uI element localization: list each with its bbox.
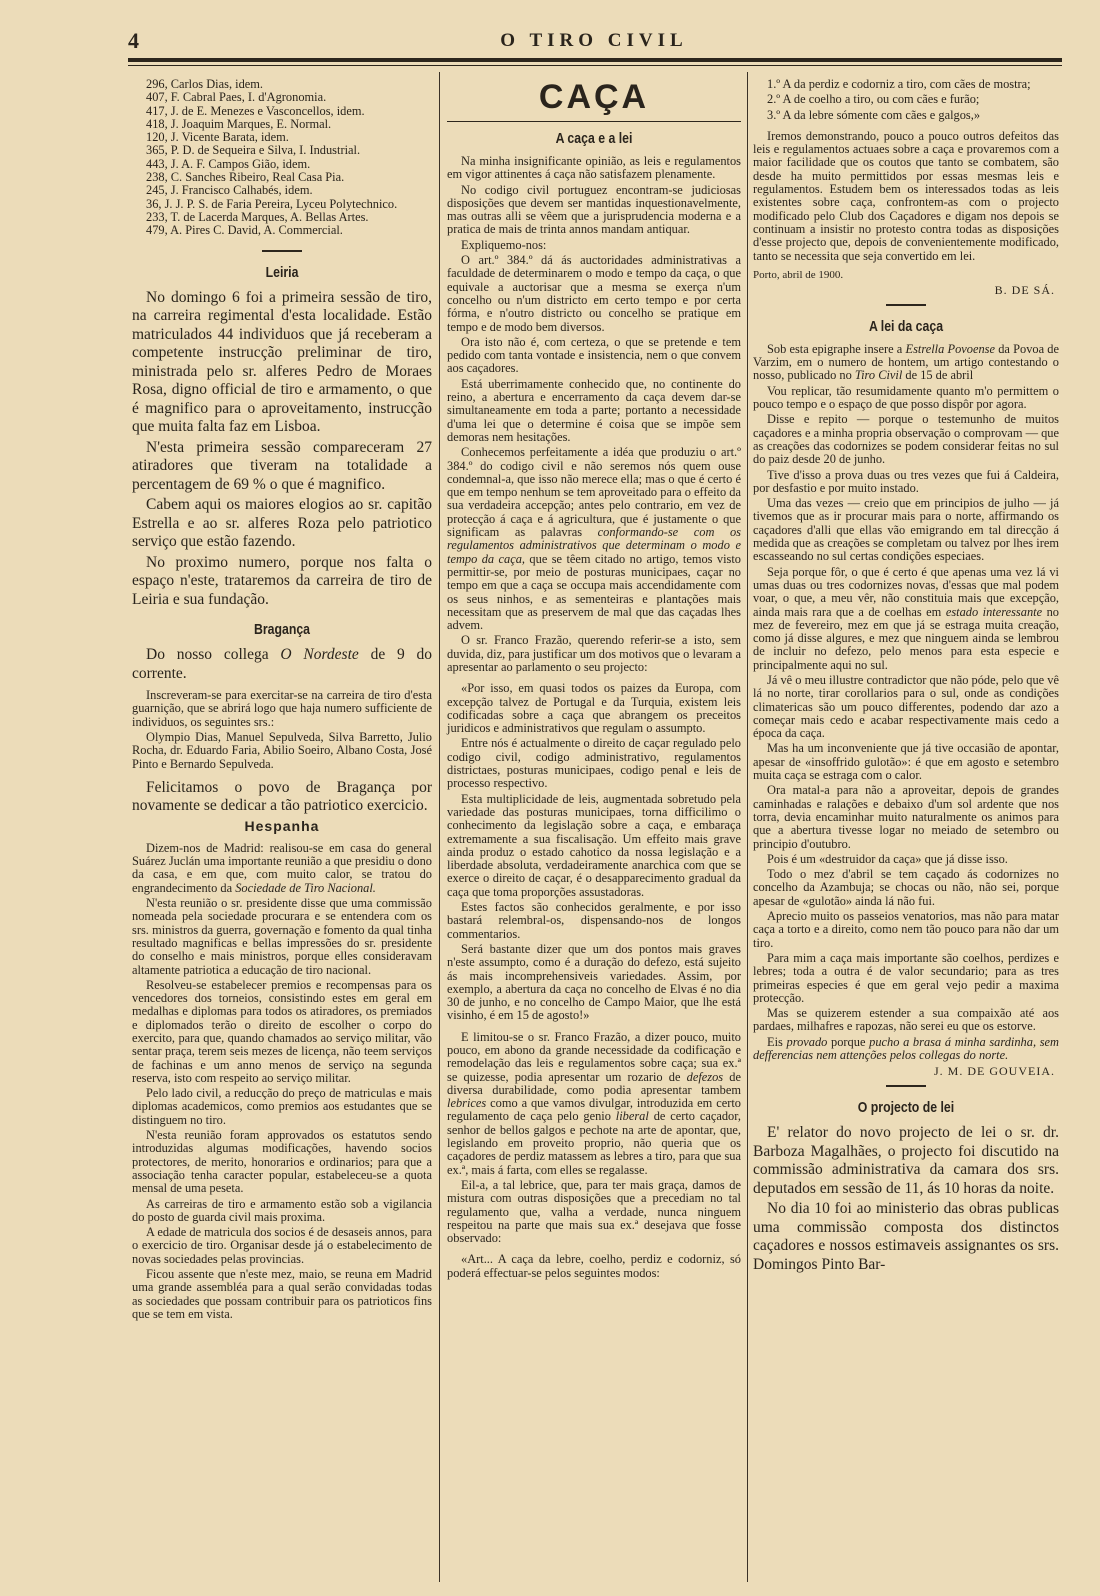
list-item: 296, Carlos Dias, idem. [146,77,264,91]
list-item: 238, C. Sanches Ribeiro, Real Casa Pia. [146,170,345,185]
text: Do nosso collega [146,646,269,664]
paragraph: No dia 10 foi ao ministerio das obras publicas uma commissão composta dos distinctos caçadores e nossos estimaveis assignantes os srs. Domingos Pinto Bar- [753,1200,1059,1273]
article-title: CAÇA [538,78,650,116]
paragraph: Entre nós é actualmente o direito de caçar regulado pelo codigo civil, codigo administrativo, regulamentos districtaes, posturas municipaes, codigo penal e leis de processo respectivo. [447,736,741,791]
running-title: O TIRO CIVIL [500,30,688,51]
paragraph: Vou replicar, tão resumidamente quanto m'o permittem o pouco tempo e o espaço de que posso dispôr por agora. [753,383,1059,412]
list-item: 365, P. D. de Sequeira e Silva, I. Industrial. [146,143,361,158]
paragraph: Iremos demonstrando, pouco a pouco outros defeitos das leis e regulamentos actuaes sobre a caça e provaremos com a maior facilidade que os coutos que tanto se combatem, são desde ha muito permittidos por essas mesmas leis e regulamentos. Estudem bem os interessados todas as leis existentes sobre caça, confrontem-as com o projecto modificado pelo Club dos Caçadores e digam nos depois se continuam a insistir no protesto contra todas as disposições d'esse projecto que, depois de convenientemente modificado, tanto se necessita que seja convertido em lei. [753,128,1059,263]
paragraph: O art.º 384.º dá ás auctoridades administrativas a faculdade de determinarem o modo e tempo da caça, o que equivale a auctorisar que a mesma se exerça n'um concelho ou n'um districto em certo tempo e por certa fórma, e n'outro districto ou concelho se pratique em tempo e de modo bem diversos. [447,253,741,334]
paragraph: Tive d'isso a prova duas ou tres vezes que fui á Caldeira, por desfastio e por muito instado. [753,467,1059,495]
paragraph: Ora matal-a para não a aproveitar, depois de grandes caminhadas e ralações e debaixo d'um sol ardente que nos torra, devia encaminhar muito naturalmente os animos para que a abertura tivesse logar no meiado de setembro ou principio d'outubro. [753,783,1059,851]
text: porque [831,1034,866,1049]
text: da Povoa de Varzim, em o numero de hontem, um artigo contestando o nosso, publicado no [753,341,1059,383]
emphasis: liberal [615,1109,649,1124]
section-rule [886,304,926,306]
paragraph: A edade de matricula dos socios é de desaseis annos, para o exercicio de tiro. Organisar desde já o estabelecimento de novas sociedades pelas provincias. [132,1225,432,1266]
paragraph: N'esta reunião foram approvados os estatutos sendo introduzidas algumas modificações, havendo socios protectores, de merito, honorarios e ordinarios; para que a associação tenha caracter popular, estabeleceu-se a quota mensal de uma peseta. [132,1128,432,1196]
paragraph: Mas se quizerem estender a sua compaixão até aos pardaes, milhafres e rapozas, não serei eu que os estorve. [753,1006,1059,1034]
section-heading-projecto: O projecto de lei [857,1099,955,1117]
dateline: Porto, abril de 1900. [753,268,844,281]
paragraph: As carreiras de tiro e armamento estão sob a vigilancia do posto de guarda civil mais proxima. [132,1196,432,1224]
paragraph: No codigo civil portuguez encontram-se judiciosas disposições que devem ser mantidas inquestionavelmente, mas outras alli se vêem que a jurisprudencia moderna e a pratica de mais de trinta annos mandam antiquar. [447,182,741,237]
newspaper-name: Tiro Civil [854,368,903,383]
paragraph: Já vê o meu illustre contradictor que não póde, pelo que vê lá no norte, tirar corollarios para o sul, onde as condições climatericas são um pouco differentes, podendo dar azo a começar mais cedo e acabar respectivamente mais cedo a época da caça. [753,672,1059,741]
text: de diversa durabilidade, como podia apresentar tambem [447,1069,741,1097]
paragraph: Para mim a caça mais importante são coelhos, perdizes e lebres; toda a outra é de valor secundario; para as tres primeiras especies é que em geral vejo pedir a maxima protecção. [753,950,1059,1005]
paragraph: Disse e repito — porque o testemunho de muitos caçadores e a minha propria observação o comprovam — que as creações das codornizes se podem considerar feitas no sul do paiz desde 20 de junho. [753,412,1059,467]
name-list [132,78,432,238]
page-number: 4 [128,28,139,53]
list-item: 36, J. J. P. S. de Faria Pereira, Lyceu Polytechnico. [146,196,398,211]
list-item: 120, J. Vicente Barata, idem. [146,130,289,145]
paragraph: N'esta primeira sessão compareceram 27 atiradores que tiveram na totalidade a percentagem de 69 % o que é magnifico. [132,438,432,493]
paragraph: N'esta reunião o sr. presidente disse que uma commissão nomeada pela sociedade procurara e se entendera com os srs. ministros da guerra, governação e fomento da qual tinha resultado magnificas e bellas impressões do sr. presidente do conselho e mais ministros, porque elles consideravam altamente patriotica a educação de tiro nacional. [132,896,432,977]
paragraph [132,646,432,683]
paragraph: Pois é um «destruidor da caça» que já disse isso. [767,851,1008,866]
column-divider [439,72,440,1582]
paragraph [753,343,1059,383]
paragraph [447,1031,741,1177]
paragraph: Olympio Dias, Manuel Sepulveda, Silva Barretto, Julio Rocha, dr. Eduardo Faria, Abilio Soeiro, Albano Costa, José Pinto e Bernardo Sepulveda. [132,729,432,771]
newspaper-name: O Nordeste [280,646,359,664]
text: de certo caçador, senhor de bellos galgos e pechote na arte de apontar, que, legislando em proveito proprio, não queria que os caçadores de perdiz matassem as lebres a tiro, para que sua ex.ª, mais á farta, com elles se regalasse. [447,1109,741,1177]
paragraph: Resolveu-se estabelecer premios e recompensas para os vencedores dos torneios, consistindo estes em geral em medalhas e diplomas para todos os atiradores, os premiados e diplomados terão o direito de escolher o corpo do exercito, para que, quando chamados ao serviço militar, vão sentar praça, terem seis mezes de licença, não teem serviços de fachinas e um anno menos de serviço na segunda reserva, isto com respeito ao serviço militar. [132,977,432,1085]
paragraph: Estes factos são conhecidos geralmente, e por isso bastará relembral-os, dispensando-nos de longos commentarios. [447,900,741,941]
paragraph: Uma das vezes — creio que em principios de julho — já tivemos que as ir procurar mais para o norte, affirmando os caçadores d'alli que ellas vão emigrando em tal direcção á medida que as creações se completam ou talvez por lhes irem escasseando no sul certas condições especiaes. [753,496,1059,564]
header-rule-thin [128,65,1062,66]
emphasis: provado [786,1034,828,1049]
paragraph: Cabem aqui os maiores elogios ao sr. capitão Estrella e ao sr. alferes Roza pelo patriotico serviço que estão fazendo. [132,496,432,551]
text: Sob esta epigraphe insere a [767,341,903,356]
list-item: 443, J. A. F. Campos Gião, idem. [146,156,311,171]
emphasis: estado interessante [945,604,1043,619]
emphasis: defezos [686,1069,724,1084]
paragraph: Ora isto não é, com certeza, o que se pretende e tem pedido com tanta vontade e insistencia, nem o que convem aos caçadores. [447,334,741,376]
paragraph: Aprecio muito os passeios venatorios, mas não para matar caça a torto e a direito, como nem tão pouco para não dar um tiro. [753,909,1059,950]
text: Seja porque fôr, o que é certo é que apenas uma vez lá vi umas duas ou tres codornizes novas, d'essas que mal podem voar, o que, a meu vêr, não constituia mais que excepção, ainda mais rara que a de coelhas em [753,564,1059,619]
section-rule [262,250,302,252]
list-item: 407, F. Cabral Paes, I. d'Agronomia. [146,90,327,105]
paragraph [447,446,741,632]
paragraph: O sr. Franco Frazão, querendo referir-se a isto, sem duvida, diz, para justificar um dos motivos que o levaram a apresentar ao parlamento o seu projecto: [447,633,741,674]
text: no mez de fevereiro, mez em que já se estraga muita creação, como já disse algures, e mez que ninguem ainda se lembrou de incluir no defezo, pelo menos para esta especie e principalmente aqui no sul. [753,604,1059,672]
text: Eis [767,1034,783,1049]
paragraph [753,1036,1059,1063]
paragraph: 1.º A da perdiz e codorniz a tiro, com cães de mostra; [767,77,1031,91]
emphasis: pucho a brasa á minha sardinha, sem defferencias nem attenções pelos collegas do norte. [753,1034,1059,1062]
paragraph: Expliquemo-nos: [461,237,547,252]
paragraph: 3.º A da lebre sómente com cães e galgos,» [767,107,981,122]
paragraph: Mas ha um inconveniente que já tive occasião de apontar, apesar de «insoffrido gulotão»: é que em agosto e setembro muita caça se estraga com o calor. [753,741,1059,783]
quoted-law: conformando-se com os regulamentos administrativos que determinam o modo e tempo da caça, [447,525,741,566]
header-rule-thick [128,58,1062,62]
paragraph: Inscreveram-se para exercitar-se na carreira de tiro d'esta guarnição, que se abrirá logo que haja numero sufficiente de individuos, os seguintes srs.: [132,688,432,729]
emphasis: lebrices [447,1096,487,1111]
section-heading-lei-da-caca: A lei da caça [868,317,944,335]
column-divider [747,72,748,1582]
text: Conhecemos perfeitamente a idéa que produziu o art.º 384.º do codigo civil e não seremos nós quem ouse condemnal-a, que isso não merece ella; mas o que é certo é que em tempo nenhum se tem aproveitado para o effeito da sua verdadeira accepção; antes pelo contrario, em vez de protecção á caça e á agricultura, que é justamente o que significam as palavras [447,445,741,540]
section-rule [886,1085,926,1087]
paragraph: Pelo lado civil, a reducção do preço de matriculas e mais diplomas academicos, como premios aos estudantes que se distinguem no tiro. [132,1086,432,1127]
paragraph: Todo o mez d'abril se tem caçado ás codornizes no concelho da Azambuja; se chocas ou não, não sei, porque apesar de «gulotão» ainda lá não fui. [753,867,1059,908]
paragraph: No domingo 6 foi a primeira sessão de tiro, na carreira regimental d'esta localidade. Estão matriculados 44 individuos que já receberam a competente instrucção preliminar de tiro, ministrada pelo sr. alferes Pedro de Moraes Rosa, digno official de tiro e armamento, o que é magnifico para o aproveitamento, instrucção que muita falta faz em Lisboa. [132,288,432,436]
paragraph [132,842,432,895]
paragraph: «Por isso, em quasi todos os paizes da Europa, com excepção talvez de Portugal e da Turquia, existem leis codificadas sobre a caça que abrangem os preceitos juridicos e administrativos que regulam o assumpto. [447,681,741,736]
title-rule [447,121,741,122]
text: que se têem citado no artigo, temos visto permittir-se, por meio de posturas municipaes, caçar no tempo em que a caça se occupa mais accendidamente com os seus ninhos, e as sementeiras e plantações mais necessitam que as preservem de mal que das caçadas lhes advem. [447,551,741,633]
paragraph: Ficou assente que n'este mez, maio, se reuna em Madrid uma grande assembléa para a qual serão convidadas todas as sociedades que possam contribuir para os patrioticos fins que se tem em vista. [132,1267,432,1321]
text: como a que vamos divulgar, introduzida em certo regulamento de caça pelo genio [447,1096,741,1124]
signature: J. M. DE GOUVEIA. [934,1064,1055,1079]
list-item: 418, J. Joaquim Marques, E. Normal. [146,116,332,131]
newspaper-name: Estrella Povoense [905,341,995,356]
page-header [128,28,1060,54]
section-heading-hespanha: Hespanha [244,817,320,834]
paragraph: Está uberrimamente conhecido que, no continente do reino, a abertura e encerramento da caça devem dar-se simultaneamente em toda a parte; portanto a necessidade d'uma lei que o determine é coisa que se impõe sem demoras nem hesitações. [447,376,741,444]
paragraph: Será bastante dizer que um dos pontos mais graves n'este assumpto, como é a duração do defezo, está sujeito ás mais incomprehensiveis variedades. Assim, por exemplo, a abertura da caça no concelho de Elvas é no dia 30 de junho, e no concelho de Campo Maior, que lhe está visinho, é em 15 de agosto!» [447,941,741,1023]
section-heading-braganca: Bragança [253,621,311,639]
section-heading-leiria: Leiria [265,263,299,281]
society-name: Sociedade de Tiro Nacional. [235,880,376,895]
paragraph: Esta multiplicidade de leis, augmentada sobretudo pela variedade das posturas municipaes, torna difficilimo o conhecimento da legislação sobre a caça, e embaraça extremamente a sua fiscalisação. Um effeito mais grave ainda produz o estado cahotico da nossa legislação e a liberdade absoluta, verdadeiramente anarchica com que se exerce o direito de caçar, é o desapparecimento gradual da caça que toma proporções assustadoras. [447,791,741,899]
signature: B. DE SÁ. [994,282,1055,297]
paragraph: E' relator do novo projecto de lei o sr. dr. Barboza Magalhães, o projecto foi discutido na commissão administrativa da camara dos srs. deputados em sessão de 11, ás 10 horas da noite. [753,1124,1059,1197]
text: de 9 do corrente. [132,646,433,682]
paragraph [753,566,1059,672]
list-item: 233, T. de Lacerda Marques, A. Bellas Artes. [146,209,369,224]
text: E limitou-se o sr. Franco Frazão, a dizer pouco, muito pouco, em abono da grande necessidade da codificação e remodelação das leis e regulamentos sobre caça; sua ex.ª se quizesse, podia apresentar um rozario de [447,1029,741,1084]
column-2 [447,78,741,1282]
paragraph: Felicitamos o povo de Bragança por novamente se dedicar a tão patriotico exercicio. [132,778,432,815]
list-item: 417, J. de E. Menezes e Vasconcellos, idem. [146,103,365,118]
paragraph: «Art... A caça da lebre, coelho, perdiz e codorniz, só poderá effectuar-se pelos seguintes modos: [447,1252,741,1280]
paragraph: 2.º A de coelho a tiro, ou com cães e furão; [767,92,980,107]
list-item: 245, J. Francisco Calhabés, idem. [146,183,313,198]
article-subheading: A caça e a lei [555,130,633,147]
paragraph: Eil-a, a tal lebrice, que, para ter mais graça, damos de mistura com outras disposições que a precediam no tal regulamento que, valha a verdade, nunca ninguem respeitou na parte que mais sua ex.ª desejava que fosse observado: [447,1177,741,1246]
paragraph: Na minha insignificante opinião, as leis e regulamentos em vigor attinentes á caça não satisfazem plenamente. [447,154,741,182]
column-1 [132,78,432,1323]
text: de 15 de abril [905,368,974,383]
text: Dizem-nos de Madrid: realisou-se em casa do general Suárez Juclán uma importante reunião a que presidiu o dono da casa, e em que, com muito calor, se tratou do engrandecimento da [132,840,432,895]
column-3 [753,78,1059,1276]
paragraph: No proximo numero, porque nos falta o espaço n'este, trataremos da carreira de tiro de Leiria e sua fundação. [132,553,432,608]
list-item: 479, A. Pires C. David, A. Commercial. [146,223,343,238]
